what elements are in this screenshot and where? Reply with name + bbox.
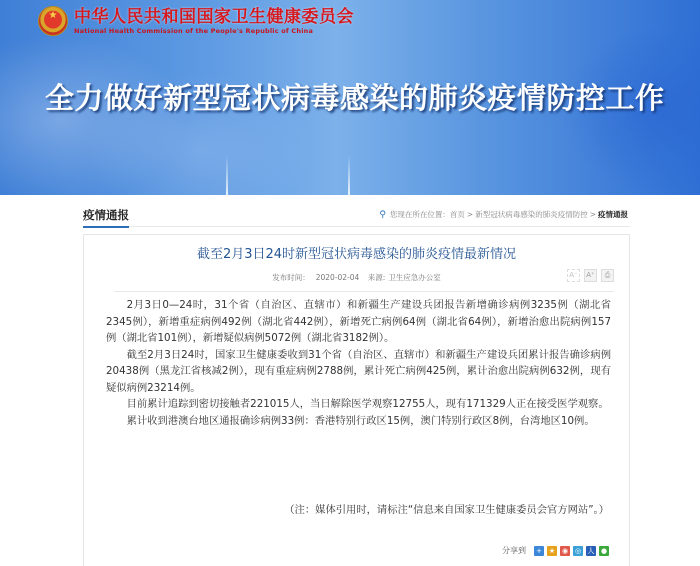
print-icon[interactable]: ⎙ <box>601 269 614 282</box>
decorative-line <box>348 155 350 195</box>
org-name-en: National Health Commission of the People's Republic of China <box>74 26 314 35</box>
breadcrumb-separator: > <box>589 210 596 219</box>
breadcrumb-separator: > <box>466 210 474 219</box>
share-weibo-icon[interactable]: ◉ <box>561 546 569 555</box>
banner-title: 全力做好新型冠状病毒感染的肺炎疫情防控工作 <box>45 81 665 115</box>
paragraph-hk-macau-taiwan: 累计收到港澳台地区通报确诊病例33例：香港特别行政区15例，澳门特别行政区8例，台湾地区10例。 <box>126 414 595 427</box>
article-body <box>106 297 611 429</box>
decorative-line <box>226 155 228 195</box>
share-qzone-icon[interactable]: ★ <box>548 546 556 555</box>
org-name-cn: 中华人民共和国国家卫生健康委员会 <box>74 6 354 27</box>
section-header <box>83 205 630 227</box>
article-container <box>83 234 630 566</box>
share-renren-icon[interactable]: 人 <box>587 546 595 555</box>
article-title: 截至2月3日24时新型冠状病毒感染的肺炎疫情最新情况 <box>196 247 517 262</box>
section-title: 疫情通报 <box>83 207 129 228</box>
site-logo[interactable] <box>38 6 354 36</box>
share-tqq-icon[interactable]: ◎ <box>574 546 582 555</box>
paragraph-close-contacts: 目前累计追踪到密切接触者221015人，当日解除医学观察12755人，现有171329人正在接受医学观察。 <box>126 398 609 410</box>
breadcrumb-epidemic-link[interactable]: 新型冠状病毒感染的肺炎疫情防控 <box>475 210 588 219</box>
divider <box>114 291 614 292</box>
breadcrumb-current[interactable]: 疫情通报 <box>598 210 628 219</box>
article-meta <box>84 272 629 283</box>
breadcrumb-prefix: 您现在所在位置： <box>389 210 450 219</box>
share-bar <box>502 545 609 556</box>
breadcrumb-home-link[interactable]: 首页 <box>449 210 465 219</box>
header-banner <box>0 0 700 195</box>
publish-date: 2020-02-04 <box>315 273 360 282</box>
paragraph-cumulative: 截至2月3日24时，国家卫生健康委收到31个省（自治区、直辖市）和新疆生产建设兵团累计报告确诊病例20438例（黑龙江省核减2例），现有重症病例2788例，累计死亡病例425例，累计治愈出院病例632例，现有疑似病例23214例。 <box>106 348 611 394</box>
publish-label: 发布时间： <box>272 273 310 282</box>
font-increase-icon[interactable]: A⁺ <box>584 269 597 282</box>
paragraph-new-cases: 2月3日0—24时，31个省（自治区、直辖市）和新疆生产建设兵团报告新增确诊病例3235例（湖北省2345例），新增重症病例492例（湖北省442例），新增死亡病例64例（湖北省64例），新增治愈出院病例157例（湖北省101例），新增疑似病例5072例（湖北省3182例）。 <box>106 299 611 344</box>
article-tools <box>567 269 614 282</box>
share-label: 分享到 <box>502 546 526 555</box>
location-pin-icon: ⚲ <box>379 209 386 220</box>
share-wechat-icon[interactable]: ● <box>600 546 608 555</box>
font-decrease-icon[interactable]: A⁻ <box>567 269 580 282</box>
media-note: （注：媒体引用时，请标注“信息来自国家卫生健康委员会官方网站”。） <box>284 504 609 516</box>
breadcrumb <box>379 209 628 220</box>
source-value: 卫生应急办公室 <box>388 273 441 282</box>
national-emblem-icon <box>38 6 68 36</box>
share-more-icon[interactable]: + <box>534 546 544 556</box>
source-label: 来源: <box>367 273 386 282</box>
